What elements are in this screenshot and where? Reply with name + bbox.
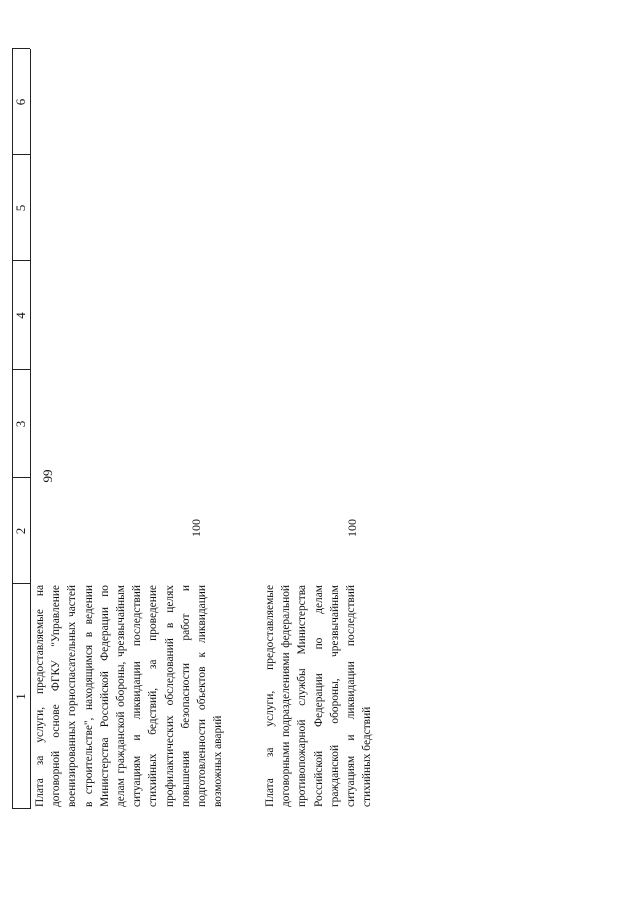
row-1-value: 100: [189, 519, 203, 537]
table-header-bottom-border: [30, 49, 31, 809]
header-cell-3: 3: [13, 420, 28, 428]
row-2-description: Плата за услуги, предоставляемые договорными подразделениями федеральной противопожарной службы Министерства Российской Федерации по делам гражданской обороны, чрезвычайным ситуациям и ликвидации последствий стихийных бедствий: [264, 585, 374, 807]
header-cell-4: 4: [13, 312, 28, 319]
page-number: 99: [40, 469, 55, 483]
header-cell-6: 6: [13, 98, 28, 106]
rotated-table: [10, 47, 550, 857]
row-1-description: Плата за услуги, предоставляемые на договорной основе ФГКУ "Управление военизированных горноспасательных частей в строительстве", находящимся в ведении Министерства Российской Федерации по делам гражданской обороны, чрезвычайным ситуациям и ликвидации последствий стихийных бедствий, за проведение профилактических обследований в целях повышения безопасности работ и подготовленности объектов к ликвидации возможных аварий: [34, 585, 225, 807]
header-cell-2: 2: [13, 527, 28, 535]
header-cell-5: 5: [13, 204, 28, 212]
header-cell-1: 1: [13, 693, 28, 700]
row-2-value: 100: [345, 519, 359, 537]
